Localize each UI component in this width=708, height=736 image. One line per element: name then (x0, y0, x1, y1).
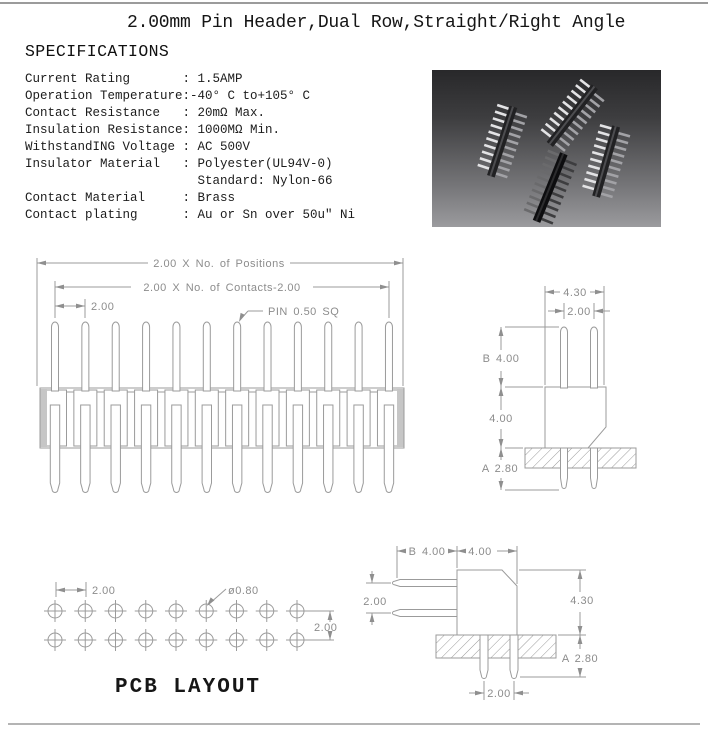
dim-label-ra-pitch-bottom: 2.00 (487, 688, 511, 700)
dim-label-ra-below-board: A 2.80 (561, 653, 599, 665)
dim-label-side-width: 4.30 (563, 287, 587, 299)
dim-label-front-pitch: 2.00 (91, 301, 115, 313)
dim-label-ra-body-width: 4.00 (468, 546, 492, 558)
dim-label-ra-pitch-left: 2.00 (363, 596, 387, 608)
pcb-layout-caption: PCB LAYOUT (115, 676, 262, 699)
spec-row-current-rating: Current Rating : 1.5AMP (25, 72, 243, 86)
spec-row-insulator-standard: Standard: Nylon-66 (25, 174, 333, 188)
spec-row-contact-plating: Contact plating : Au or Sn over 50u" Ni (25, 208, 356, 222)
spec-row-operation-temperature: Operation Temperature:-40° C to+105° C (25, 89, 311, 103)
spec-row-insulation-resistance: Insulation Resistance: 1000MΩ Min. (25, 123, 281, 137)
specifications-heading: SPECIFICATIONS (25, 42, 170, 61)
dim-label-contacts: 2.00 X No. of Contacts-2.00 (143, 282, 301, 294)
spec-row-withstanding-voltage: WithstandING Voltage : AC 500V (25, 140, 251, 154)
pin-size-label: PIN 0.50 SQ (268, 306, 340, 318)
dim-label-side-below-board: A 2.80 (481, 463, 519, 475)
dim-label-pcb-pitch-h: 2.00 (92, 585, 116, 597)
page-rule-lines (0, 3, 708, 724)
pcb-layout-drawing (44, 582, 334, 651)
dim-label-pcb-pitch-v: 2.00 (314, 622, 338, 634)
dim-label-side-pin-height: B 4.00 (482, 353, 520, 365)
dim-label-side-pitch: 2.00 (567, 306, 591, 318)
dim-label-positions: 2.00 X No. of Positions (153, 258, 285, 270)
spec-row-contact-resistance: Contact Resistance : 20mΩ Max. (25, 106, 266, 120)
page-title: 2.00mm Pin Header,Dual Row,Straight/Right Angle (127, 13, 626, 33)
spec-row-contact-material: Contact Material : Brass (25, 191, 236, 205)
dim-label-ra-height: 4.30 (570, 595, 594, 607)
dim-label-hole-diameter: ø0.80 (228, 585, 259, 597)
dim-label-side-body-height: 4.00 (489, 413, 513, 425)
right-angle-view-drawing (366, 546, 586, 700)
spec-row-insulator-material: Insulator Material : Polyester(UL94V-0) (25, 157, 333, 171)
dim-label-ra-b: B 4.00 (408, 546, 446, 558)
